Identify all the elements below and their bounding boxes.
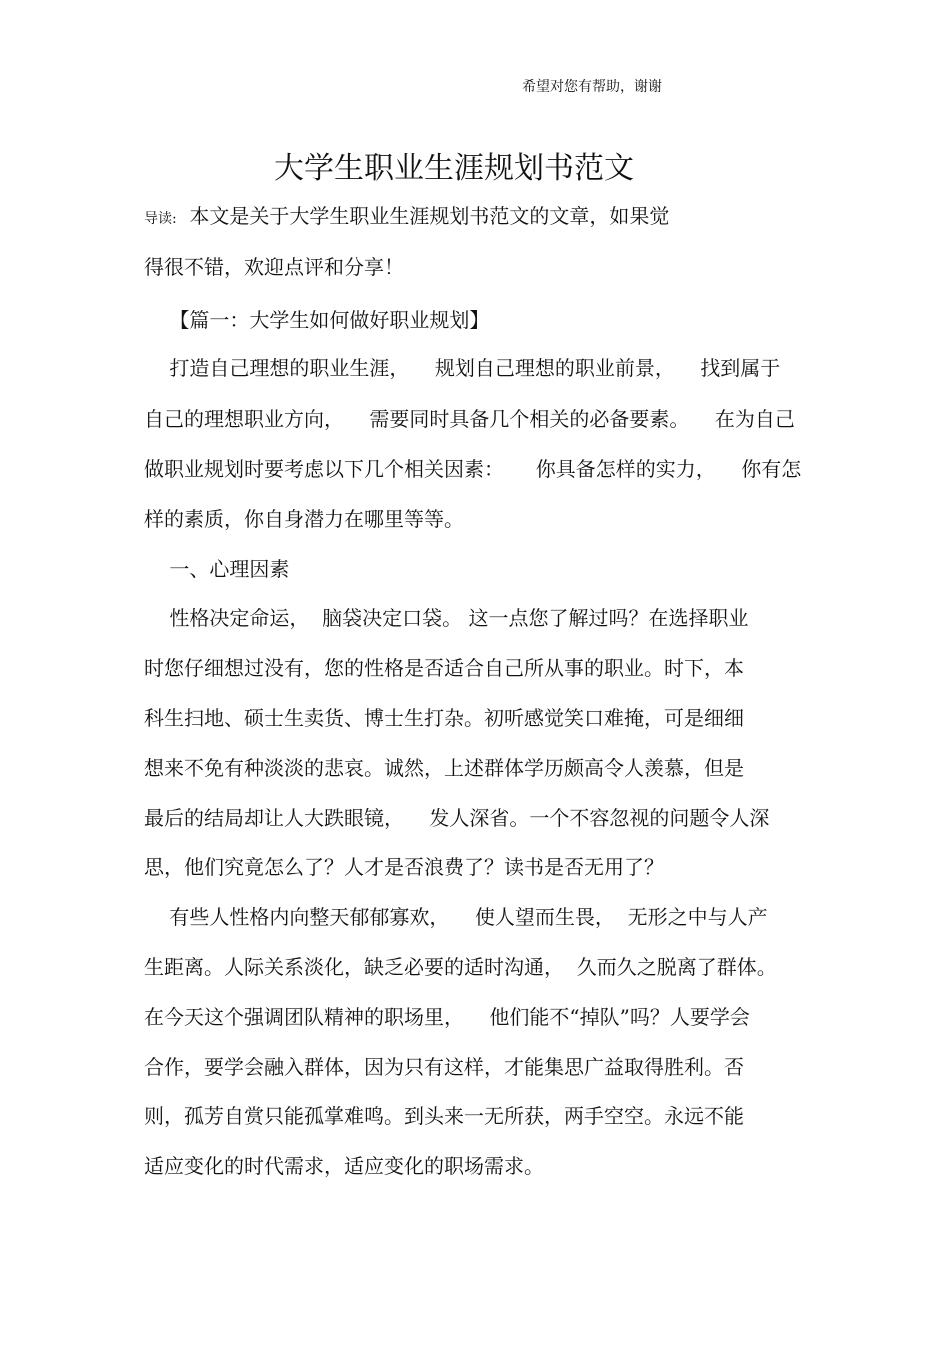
body-line: 想来不免有种淡淡的悲哀。诚然，上述群体学历颇高令人羡慕，但是	[144, 756, 744, 780]
body-line: 自己的理想职业方向， 需要同时具备几个相关的必备要素。 在为自己	[144, 407, 795, 431]
body-line: 科生扫地、硕士生卖货、博士生打杂。初听感觉笑口难掩，可是细细	[144, 706, 744, 730]
section-heading: 【篇一：大学生如何做好职业规划】	[144, 308, 490, 332]
body-line: 合作，要学会融入群体，因为只有这样，才能集思广益取得胜利。否	[144, 1055, 744, 1079]
body-line: 则，孤芳自赏只能孤掌难鸣。到头来一无所获，两手空空。永远不能	[144, 1104, 744, 1128]
body-line: 有些人性格内向整天郁郁寡欢， 使人望而生畏， 无形之中与人产	[144, 905, 768, 929]
intro-line-2: 得很不错，欢迎点评和分享！	[144, 255, 404, 279]
body-line: 做职业规划时要考虑以下几个相关因素： 你具备怎样的实力， 你有怎	[144, 457, 802, 481]
body-line: 适应变化的时代需求，适应变化的职场需求。	[144, 1154, 544, 1178]
intro-label: 导读:	[144, 211, 177, 227]
header-note: 希望对您有帮助，谢谢	[522, 79, 662, 95]
body-line: 打造自己理想的职业生涯， 规划自己理想的职业前景， 找到属于	[144, 356, 781, 380]
body-line: 最后的结局却让人大跌眼镜， 发人深省。一个不容忽视的问题令人深	[144, 806, 770, 830]
intro-text-1: 本文是关于大学生职业生涯规划书范文的文章，如果觉	[176, 204, 670, 228]
intro-line-1	[144, 206, 669, 226]
body-line: 时您仔细想过没有，您的性格是否适合自己所从事的职业。时下，本	[144, 656, 744, 680]
subsection-heading: 一、心理因素	[144, 557, 290, 581]
body-line: 思，他们究竟怎么了？人才是否浪费了？读书是否无用了？	[144, 855, 664, 879]
body-line: 性格决定命运， 脑袋决定口袋。 这一点您了解过吗？在选择职业	[144, 606, 749, 630]
body-line: 生距离。人际关系淡化，缺乏必要的适时沟通， 久而久之脱离了群体。	[144, 955, 777, 979]
document-title: 大学生职业生涯规划书范文	[274, 151, 634, 186]
body-line: 样的素质，你自身潜力在哪里等等。	[144, 507, 464, 531]
body-line: 在今天这个强调团队精神的职场里， 他们能不“掉队”吗？人要学会	[144, 1005, 750, 1029]
